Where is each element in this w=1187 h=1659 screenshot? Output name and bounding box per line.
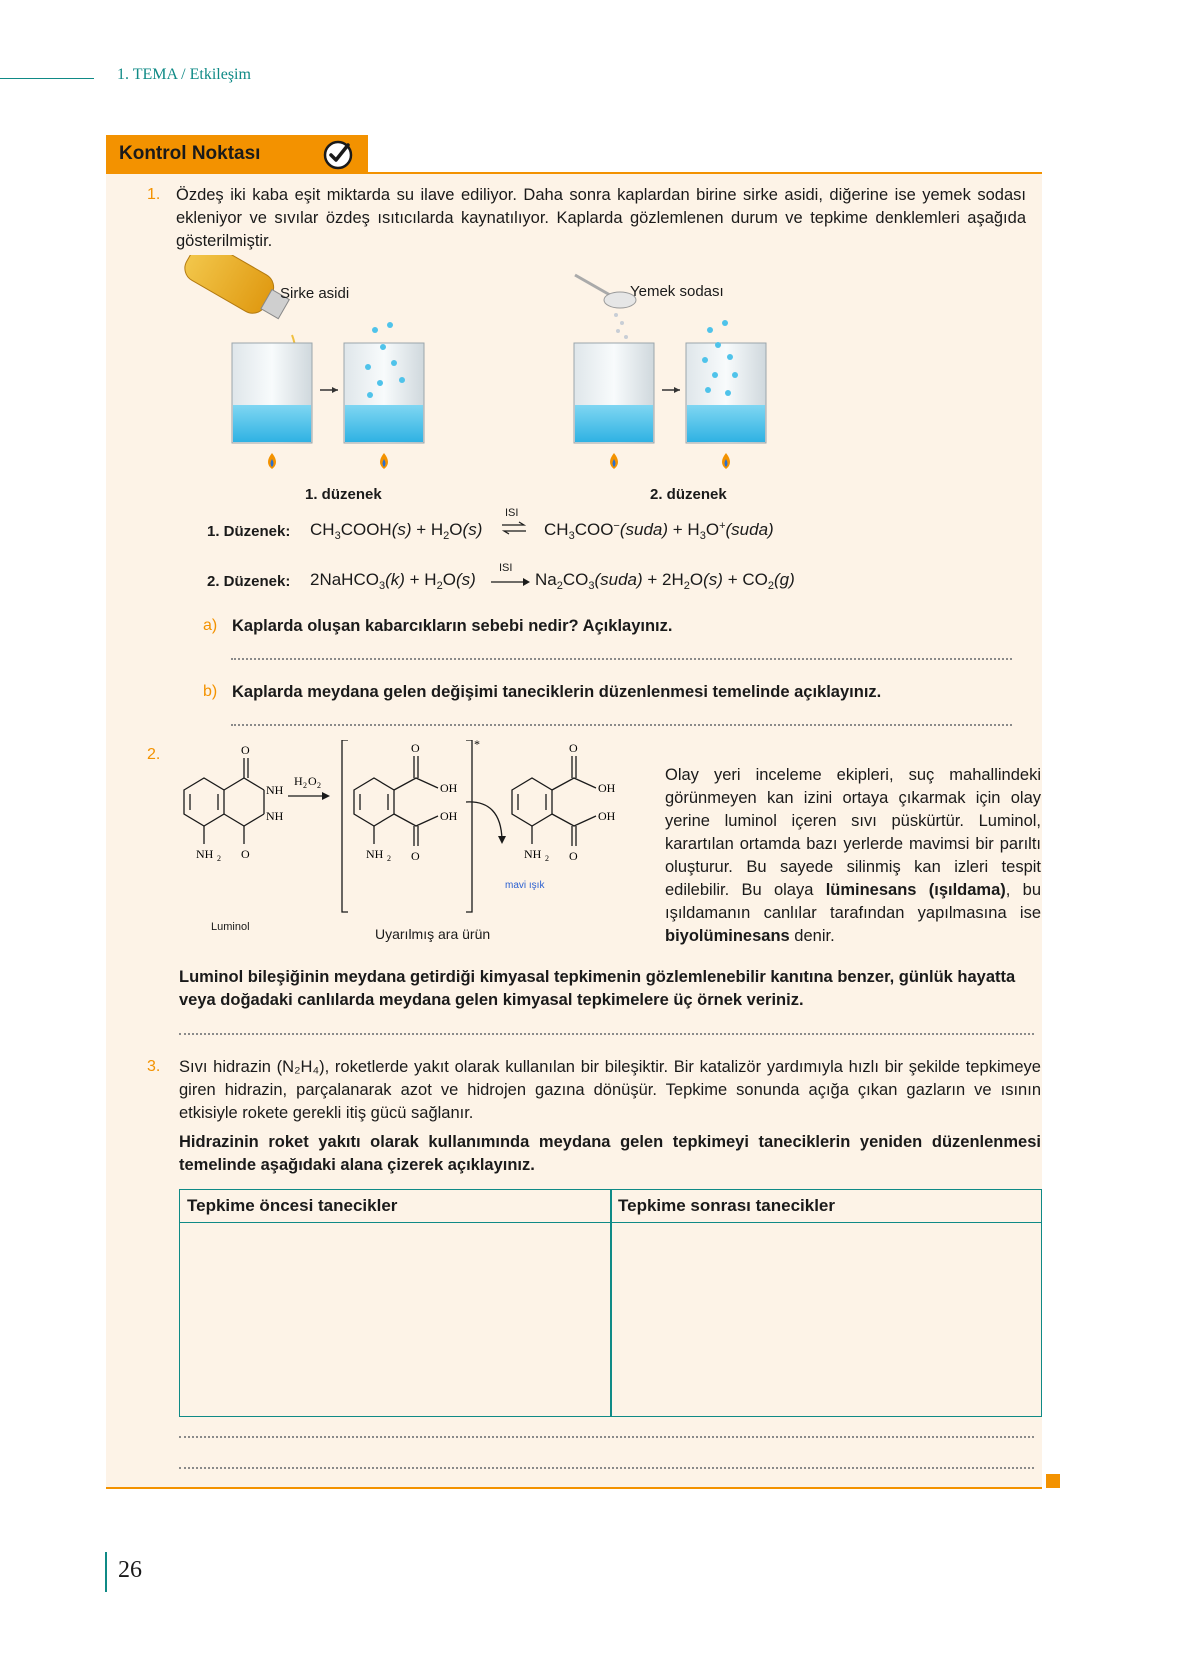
svg-text:NH: NH — [266, 783, 284, 797]
luminol-reaction-diagram — [176, 740, 636, 920]
answer-table — [179, 1189, 1042, 1417]
equation-2: 2NaHCO$_3$(k) + $H_2O(s)$ — [310, 570, 476, 592]
svg-text:O: O — [569, 849, 578, 863]
svg-text:NH: NH — [266, 809, 284, 823]
svg-text:O: O — [241, 847, 250, 861]
header-rule — [0, 78, 94, 79]
q1b-text: Kaplarda meydana gelen değişimi taneciklerin düzenlenmesi temelinde açıklayınız. — [232, 683, 882, 701]
svg-text:2: 2 — [317, 781, 321, 790]
svg-text:OH: OH — [598, 809, 616, 823]
equilibrium-arrow-icon — [500, 521, 528, 535]
eq2-heat-label: ISI — [499, 562, 513, 574]
svg-text:2: 2 — [217, 854, 221, 863]
q3-number: 3. — [147, 1058, 161, 1075]
svg-text:OH: OH — [440, 809, 458, 823]
q2-number: 2. — [147, 746, 161, 763]
page-number-rule — [105, 1552, 107, 1592]
q1a-letter: a) — [203, 617, 218, 634]
table-header-before: Tepkime öncesi tanecikler — [187, 1196, 398, 1215]
answer-line — [179, 1033, 1034, 1035]
equation-1: $CH_3COOH(s) + H_2O(s)$ — [310, 520, 483, 542]
reaction-arrow-icon — [490, 577, 532, 587]
checkmark-icon — [322, 139, 354, 171]
page-number: 26 — [118, 1557, 142, 1583]
answer-line — [179, 1436, 1034, 1438]
equation-2-products: $Na_2CO_3(suda) + 2H_2O(s) + CO_2(g)$ — [535, 570, 795, 592]
blue-light-label: mavi ışık — [505, 880, 545, 891]
svg-text:O: O — [308, 774, 317, 788]
svg-text:2: 2 — [545, 854, 549, 863]
q1-text: Özdeş iki kaba eşit miktarda su ilave ediliyor. Daha sonra kaplardan birine sirke asidi, diğerine ise yemek sodası ekleniyor ve sıvılar özdeş ısıtıcılarda kaynatılıyor. Kaplarda gözlemlenen durum ve tepkime denklemleri aşağıda gösterilmiştir. — [176, 186, 1026, 250]
answer-line — [231, 724, 1012, 726]
box-bottom-rule — [106, 1487, 1042, 1489]
eq1-label: 1. Düzenek: — [207, 523, 291, 540]
flame-icon — [268, 453, 730, 469]
svg-text:OH: OH — [440, 781, 458, 795]
drawing-area-before[interactable] — [180, 1223, 610, 1416]
beaker-1 — [232, 343, 312, 443]
svg-text:O: O — [241, 743, 250, 757]
label-vinegar: Sirke asidi — [280, 285, 350, 302]
setup-1-label: 1. düzenek — [305, 486, 382, 503]
q2-question: Luminol bileşiğinin meydana getirdiği kimyasal tepkimenin gözlemlenebilir kanıtına benzer, günlük hayatta veya doğadaki canlılarda meydana gelen kimyasal tepkimelere üç örnek veriniz. — [179, 968, 1016, 1009]
svg-text:*: * — [474, 740, 480, 751]
svg-text:O: O — [411, 849, 420, 863]
breadcrumb: 1. TEMA / Etkileşim — [117, 66, 251, 83]
svg-text:H: H — [294, 774, 303, 788]
q2-text: Olay yeri inceleme ekipleri, suç mahallindeki görünmeyen kan izini ortaya çıkarmak için olay yerine luminol içeren sıvı püskürtür. Luminol, karartılan ortamda bazı yerlerde mavimsi bir parıltı oluşturur. Bu sayede silinmiş kan izleri tespit edilebilir. Bu olaya lüminesans (ışıldama), bu ışıldamanın canlılar tarafından yapılmasına ise biyolüminesans denir. — [665, 766, 1041, 945]
luminol-label: Luminol — [211, 921, 250, 933]
vinegar-bottle-icon — [180, 255, 294, 327]
svg-text:NH: NH — [524, 847, 542, 861]
box-corner-marker — [1046, 1474, 1060, 1488]
equation-1-products: $CH_3COO^-(suda)$ + $H_3O^+(suda)$ — [544, 520, 774, 542]
setup-2-label: 2. düzenek — [650, 486, 727, 503]
eq1-heat-label: ISI — [505, 507, 519, 519]
section-title: Kontrol Noktası — [119, 143, 261, 164]
answer-line — [231, 658, 1012, 660]
beaker-3 — [574, 343, 654, 443]
table-header-after: Tepkime sonrası tanecikler — [618, 1196, 836, 1215]
eq2-label: 2. Düzenek: — [207, 573, 291, 590]
svg-text:OH: OH — [598, 781, 616, 795]
svg-text:O: O — [411, 741, 420, 755]
beaker-2 — [344, 343, 424, 443]
q1-number: 1. — [147, 186, 161, 203]
q3-question: Hidrazinin roket yakıtı olarak kullanımında meydana gelen tepkimeyi taneciklerin yeniden düzenlenmesi temelinde aşağıdaki alana çizerek açıklayınız. — [179, 1133, 1041, 1174]
svg-text:NH: NH — [366, 847, 384, 861]
spoon-icon — [575, 275, 636, 308]
answer-line — [179, 1467, 1034, 1469]
svg-text:O: O — [569, 741, 578, 755]
intermediate-label: Uyarılmış ara ürün — [375, 926, 491, 942]
svg-text:NH: NH — [196, 847, 214, 861]
q1a-text: Kaplarda oluşan kabarcıkların sebebi nedir? Açıklayınız. — [232, 617, 673, 635]
label-baking-soda: Yemek sodası — [630, 283, 724, 300]
drawing-area-after[interactable] — [612, 1223, 1041, 1416]
svg-text:2: 2 — [387, 854, 391, 863]
svg-text:2: 2 — [303, 781, 307, 790]
q3-text: Sıvı hidrazin (N₂H₄), roketlerde yakıt olarak kullanılan bir bileşiktir. Bir katalizör yardımıyla hızlı bir şekilde tepkimeye giren hidrazin, parçalanarak azot ve hidrojen gazına dönüşür. Tepkime sonunda açığa çıkan gazların ve ısının etkisiyle rokete gerekli itiş gücü sağlanır. — [179, 1058, 1041, 1122]
q1b-letter: b) — [203, 683, 218, 700]
